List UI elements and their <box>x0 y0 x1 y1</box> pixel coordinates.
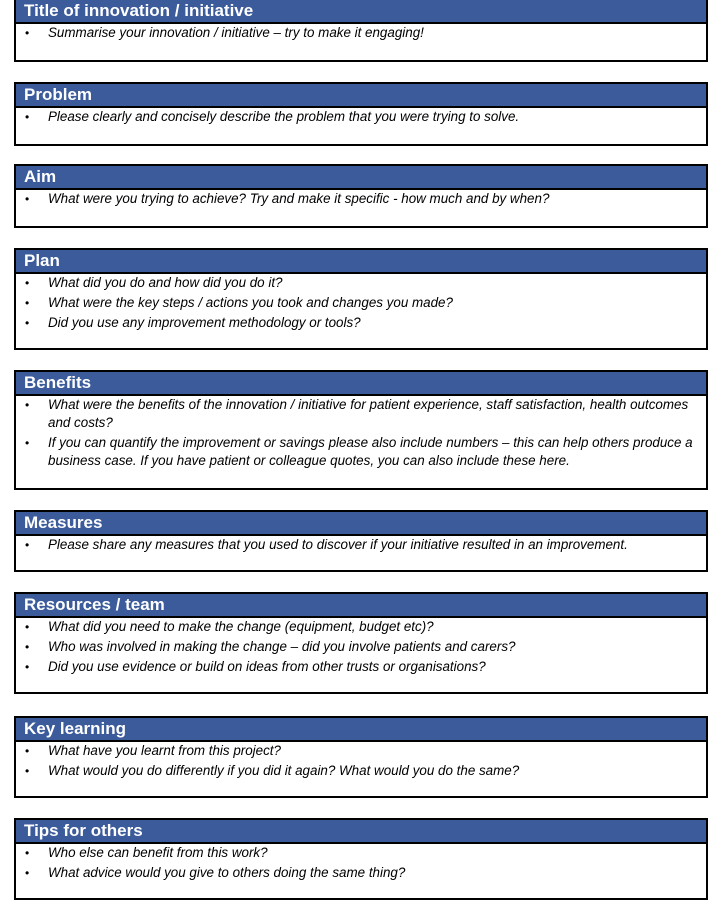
section-problem-bullets <box>16 108 706 126</box>
section-aim <box>14 164 708 228</box>
section-learning-bullets <box>16 742 706 780</box>
bullet-item: • What did you need to make the change (equipment, budget etc)? <box>25 619 434 634</box>
section-benefits-heading: Benefits <box>16 372 706 396</box>
bullet-item: • Did you use any improvement methodology or tools? <box>25 315 361 330</box>
bullet-item: • If you can quantify the improvement or savings please also include numbers – this can help others produce a business case. If you have patient or colleague quotes, you can also include these here. <box>25 435 693 468</box>
section-title-heading: Title of innovation / initiative <box>16 0 706 24</box>
bullet-item: • What advice would you give to others doing the same thing? <box>25 865 406 880</box>
section-benefits-bullets <box>16 396 706 470</box>
section-benefits <box>14 370 708 490</box>
section-measures-heading: Measures <box>16 512 706 536</box>
section-resources <box>14 592 708 694</box>
section-resources-heading: Resources / team <box>16 594 706 618</box>
section-tips <box>14 818 708 900</box>
section-plan-bullets <box>16 274 706 332</box>
bullet-item: • What were the key steps / actions you took and changes you made? <box>25 295 453 310</box>
section-resources-bullets <box>16 618 706 676</box>
bullet-item: • Who was involved in making the change – did you involve patients and carers? <box>25 639 516 654</box>
section-tips-heading: Tips for others <box>16 820 706 844</box>
bullet-item: • Who else can benefit from this work? <box>25 845 268 860</box>
bullet-item: • What would you do differently if you did it again? What would you do the same? <box>25 763 520 778</box>
bullet-item: • What were you trying to achieve? Try and make it specific - how much and by when? <box>25 191 550 206</box>
section-learning <box>14 716 708 798</box>
bullet-item: • What were the benefits of the innovation / initiative for patient experience, staff satisfaction, health outcomes and costs? <box>25 397 689 430</box>
bullet-item: • Summarise your innovation / initiative – try to make it engaging! <box>25 25 424 40</box>
section-title <box>14 0 708 62</box>
section-aim-heading: Aim <box>16 166 706 190</box>
section-aim-bullets <box>16 190 706 208</box>
bullet-item: • What have you learnt from this project? <box>25 743 281 758</box>
section-plan <box>14 248 708 350</box>
section-problem <box>14 82 708 146</box>
section-measures-bullets <box>16 536 706 554</box>
section-title-bullets <box>16 24 706 42</box>
section-plan-heading: Plan <box>16 250 706 274</box>
bullet-item: • Please clearly and concisely describe the problem that you were trying to solve. <box>25 109 520 124</box>
bullet-item: • What did you do and how did you do it? <box>25 275 283 290</box>
section-measures <box>14 510 708 572</box>
section-problem-heading: Problem <box>16 84 706 108</box>
section-learning-heading: Key learning <box>16 718 706 742</box>
section-tips-bullets <box>16 844 706 882</box>
bullet-item: • Did you use evidence or build on ideas from other trusts or organisations? <box>25 659 486 674</box>
bullet-item: • Please share any measures that you used to discover if your initiative resulted in an improvement. <box>25 537 628 552</box>
